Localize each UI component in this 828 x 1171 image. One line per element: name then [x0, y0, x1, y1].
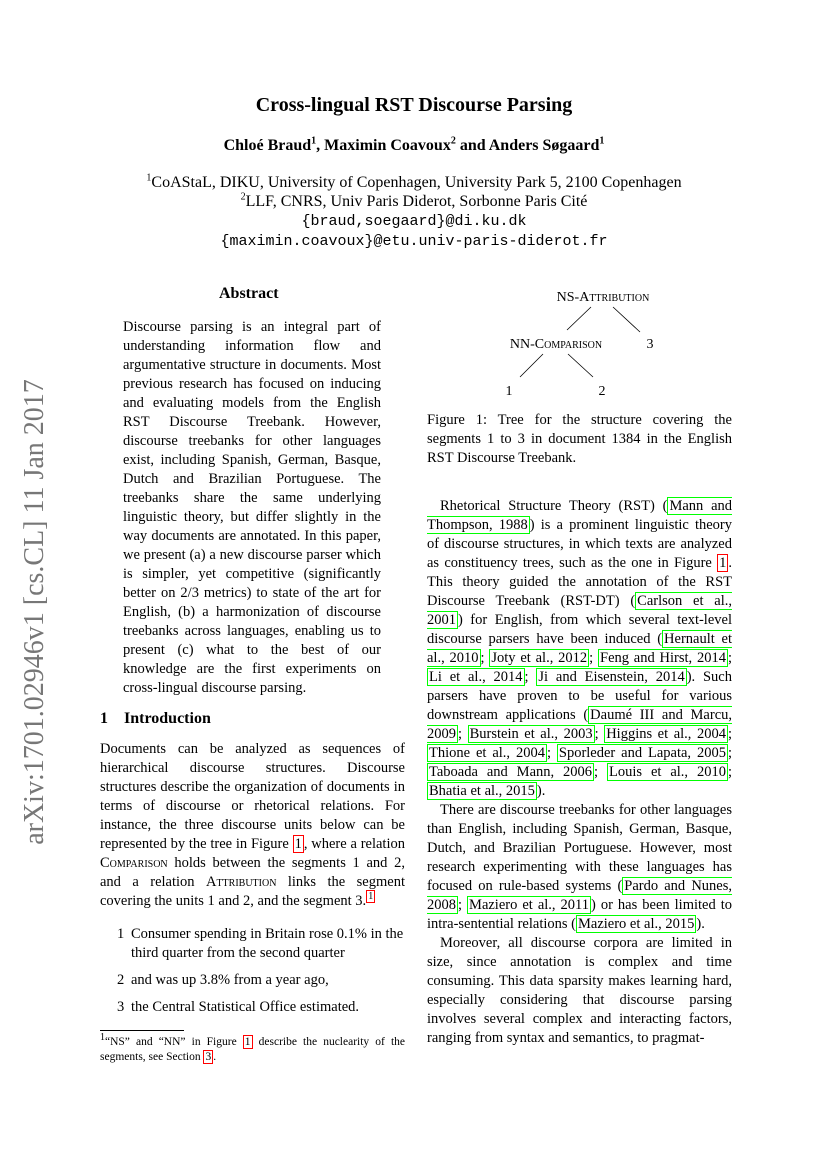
- footnote: [100, 1032, 405, 1065]
- text-run: ;: [727, 764, 732, 780]
- body-paragraph: Moreover, all discourse corpora are limited in size, since annotation is complex and time consuming. This data sparsity makes learning hard, especially considering that discourse parsing involves several complex and interacting factors, ranging from syntax and semantics, to pragmat-: [427, 935, 732, 1046]
- footnote-link[interactable]: 1: [368, 891, 374, 903]
- affiliation-line: [0, 193, 828, 211]
- text-run: Rhetorical Structure Theory (RST) (: [440, 498, 668, 514]
- intro-text: [100, 740, 405, 911]
- example-list: [117, 925, 407, 1025]
- footnote-text: [100, 1032, 405, 1065]
- text-run: ;: [589, 650, 598, 666]
- affiliation-mark: 1: [599, 135, 605, 147]
- figure-link[interactable]: 1: [294, 836, 302, 852]
- citation-link[interactable]: Louis et al., 2010: [609, 764, 726, 780]
- tree-leaf-label: 3: [646, 337, 654, 352]
- affiliation-mark: 2: [240, 191, 246, 203]
- paper-title: Cross-lingual RST Discourse Parsing: [255, 94, 573, 116]
- section-heading: [100, 710, 211, 728]
- citation-link[interactable]: Carlson et al., 2001: [427, 593, 732, 628]
- citation-link[interactable]: Taboada and Mann, 2006: [429, 764, 593, 780]
- citation-link[interactable]: Mann and Thompson, 1988: [427, 498, 733, 533]
- section-number: 1: [100, 710, 108, 727]
- text-run: ).: [536, 783, 546, 799]
- tree-leaf-label: 1: [505, 384, 513, 399]
- figure-caption: [427, 411, 732, 468]
- example-item: [117, 998, 407, 1017]
- relation-name: Comparison: [100, 855, 168, 871]
- example-item: [117, 971, 407, 990]
- tree-node-label: NN-Comparison: [509, 337, 603, 352]
- text-run: ;: [727, 726, 732, 742]
- text-run: There are discourse treebanks for other languages than English, including Spanish, German, Basque, Dutch, and Brazilian Portuguese. However, most research experimenting with these languages has focused on rule-based systems (: [427, 802, 732, 894]
- text-run: links the segment covering the units 1 and 2, and the segment 3.: [100, 874, 405, 909]
- text-run: ;: [458, 897, 468, 913]
- caption-text: Figure 1: Tree for the structure covering the segments 1 to 3 in document 1384 in the English RST Discourse Treebank.: [427, 412, 732, 466]
- abstract-body: [123, 318, 381, 698]
- citation-link[interactable]: Bhatia et al., 2015: [429, 783, 535, 799]
- discourse-tree-figure: [480, 282, 730, 402]
- text-run: ;: [594, 726, 605, 742]
- citation-link[interactable]: Thione et al., 2004: [429, 745, 545, 761]
- example-text: the Central Statistical Office estimated.: [131, 999, 360, 1015]
- text-run: “NS” and “NN” in Figure: [105, 1036, 243, 1048]
- affiliation-mark: 2: [450, 135, 456, 147]
- abstract-heading: Abstract: [219, 285, 279, 302]
- email-line: {braud,soegaard}@di.ku.dk: [301, 213, 527, 230]
- example-number: 3: [117, 999, 125, 1015]
- citation-link[interactable]: Ji and Eisenstein, 2014: [538, 669, 685, 685]
- citation-link[interactable]: Sporleder and Lapata, 2005: [558, 745, 726, 761]
- text-run: ;: [594, 764, 607, 780]
- text-run: ;: [480, 650, 490, 666]
- intro-paragraph: [100, 740, 405, 911]
- text-run: ;: [727, 745, 732, 761]
- footnote-mark: 1: [100, 1032, 105, 1044]
- text-run: , where a relation: [303, 836, 405, 852]
- tree-edge: [567, 307, 591, 330]
- affiliation-mark: 1: [311, 135, 317, 147]
- email-line: {maximin.coavoux}@etu.univ-paris-diderot.fr: [220, 233, 608, 250]
- example-text: Consumer spending in Britain rose 0.1% in the third quarter from the second quarter: [131, 926, 404, 961]
- tree-edge: [520, 354, 543, 377]
- text-run: ). Such parsers have proven to be useful for various downstream applications (: [427, 669, 732, 723]
- citation-link[interactable]: Higgins et al., 2004: [606, 726, 726, 742]
- citation-link[interactable]: Hernault et al., 2010: [427, 631, 732, 666]
- tree-edge: [613, 307, 640, 332]
- author-name: Anders Søgaard: [488, 137, 600, 154]
- text-run: ;: [524, 669, 537, 685]
- author-separator: and: [455, 137, 489, 154]
- text-run: ;: [546, 745, 557, 761]
- author-separator: ,: [316, 137, 325, 154]
- text-run: ).: [696, 916, 705, 932]
- body-paragraph: [427, 801, 732, 934]
- text-run: ) or has been limited to intra-sentential relations (: [427, 897, 733, 932]
- author-name: Chloé Braud: [223, 137, 312, 154]
- relation-name: Attribution: [205, 874, 277, 890]
- text-run: ;: [727, 650, 733, 666]
- footnote-rule: [100, 1030, 184, 1031]
- citation-link[interactable]: Feng and Hirst, 2014: [600, 650, 726, 666]
- text-run: ) for English, from which several text-level discourse parsers have been induced (: [427, 612, 732, 647]
- figure-link[interactable]: 1: [244, 1036, 251, 1048]
- citation-link[interactable]: Daumé III and Marcu, 2009: [427, 707, 732, 742]
- abstract-text: Discourse parsing is an integral part of understanding information flow and argumentative structure in documents. Most previous research has focused on inducing and evaluating models from the English RST Discourse Treebank. However, discourse treebanks for other languages exist, including Spanish, German, Basque, Dutch and Brazilian Portuguese. The treebanks share the same underlying linguistic theory, but differ slightly in the way documents are annotated. In this paper, we present (a) a new discourse parser which is simpler, yet competitive (significantly better on 2/3 metrics) to state of the art for English, (b) a harmonization of discourse treebanks across languages, enabling us to present (c) what to the best of our knowledge are the first experiments on cross-lingual discourse parsing.: [123, 319, 381, 696]
- citation-link[interactable]: Maziero et al., 2015: [577, 916, 695, 932]
- author-list: [0, 137, 828, 155]
- affiliation-text: CoAStaL, DIKU, University of Copenhagen, University Park 5, 2100 Copenhagen: [151, 174, 682, 191]
- tree-edge: [568, 354, 593, 377]
- text-run: describe the nuclearity of the segments, see Section: [100, 1036, 405, 1063]
- section-link[interactable]: 3: [205, 1051, 212, 1063]
- affiliation-line: [0, 174, 828, 192]
- text-run: .: [213, 1051, 217, 1063]
- right-column-text: [427, 497, 732, 1048]
- citation-link[interactable]: Joty et al., 2012: [491, 650, 588, 666]
- citation-link[interactable]: Maziero et al., 2011: [469, 897, 590, 913]
- arxiv-sidebar: [10, 372, 60, 852]
- author-name: Maximin Coavoux: [324, 137, 451, 154]
- text-run: Documents can be analyzed as sequences of hierarchical discourse structures. Discourse structures describe the organization of documents in terms of discourse or rhetorical relations. For instance, the three discourse units below can be represented by the tree in Figure: [100, 741, 405, 852]
- text-run: . This theory guided the annotation of the RST Discourse Treebank (RST-DT) (: [427, 555, 732, 609]
- citation-link[interactable]: Li et al., 2014: [429, 669, 523, 685]
- section-title: Introduction: [124, 710, 211, 727]
- text-run: ) is a prominent linguistic theory of discourse structures, in which texts are analyzed as constituency trees, such as the one in Figure: [427, 517, 732, 571]
- example-number: 1: [117, 926, 125, 942]
- tree-root-label: NS-Attribution: [556, 290, 650, 305]
- text-run: holds between the segments 1 and 2, and a relation: [100, 855, 405, 890]
- example-item: [117, 925, 407, 963]
- affiliation-text: LLF, CNRS, Univ Paris Diderot, Sorbonne Paris Cité: [245, 193, 588, 210]
- tree-leaf-label: 2: [598, 384, 606, 399]
- body-paragraph: [427, 497, 732, 801]
- text-run: ;: [458, 726, 468, 742]
- citation-link[interactable]: Burstein et al., 2003: [469, 726, 593, 742]
- affiliation-mark: 1: [146, 172, 152, 184]
- arxiv-identifier: arXiv:1701.02946v1 [cs.CL] 11 Jan 2017: [19, 379, 50, 845]
- example-number: 2: [117, 972, 125, 988]
- citation-link[interactable]: Pardo and Nunes, 2008: [427, 878, 732, 913]
- example-text: and was up 3.8% from a year ago,: [131, 972, 329, 988]
- figure-link[interactable]: 1: [719, 555, 727, 571]
